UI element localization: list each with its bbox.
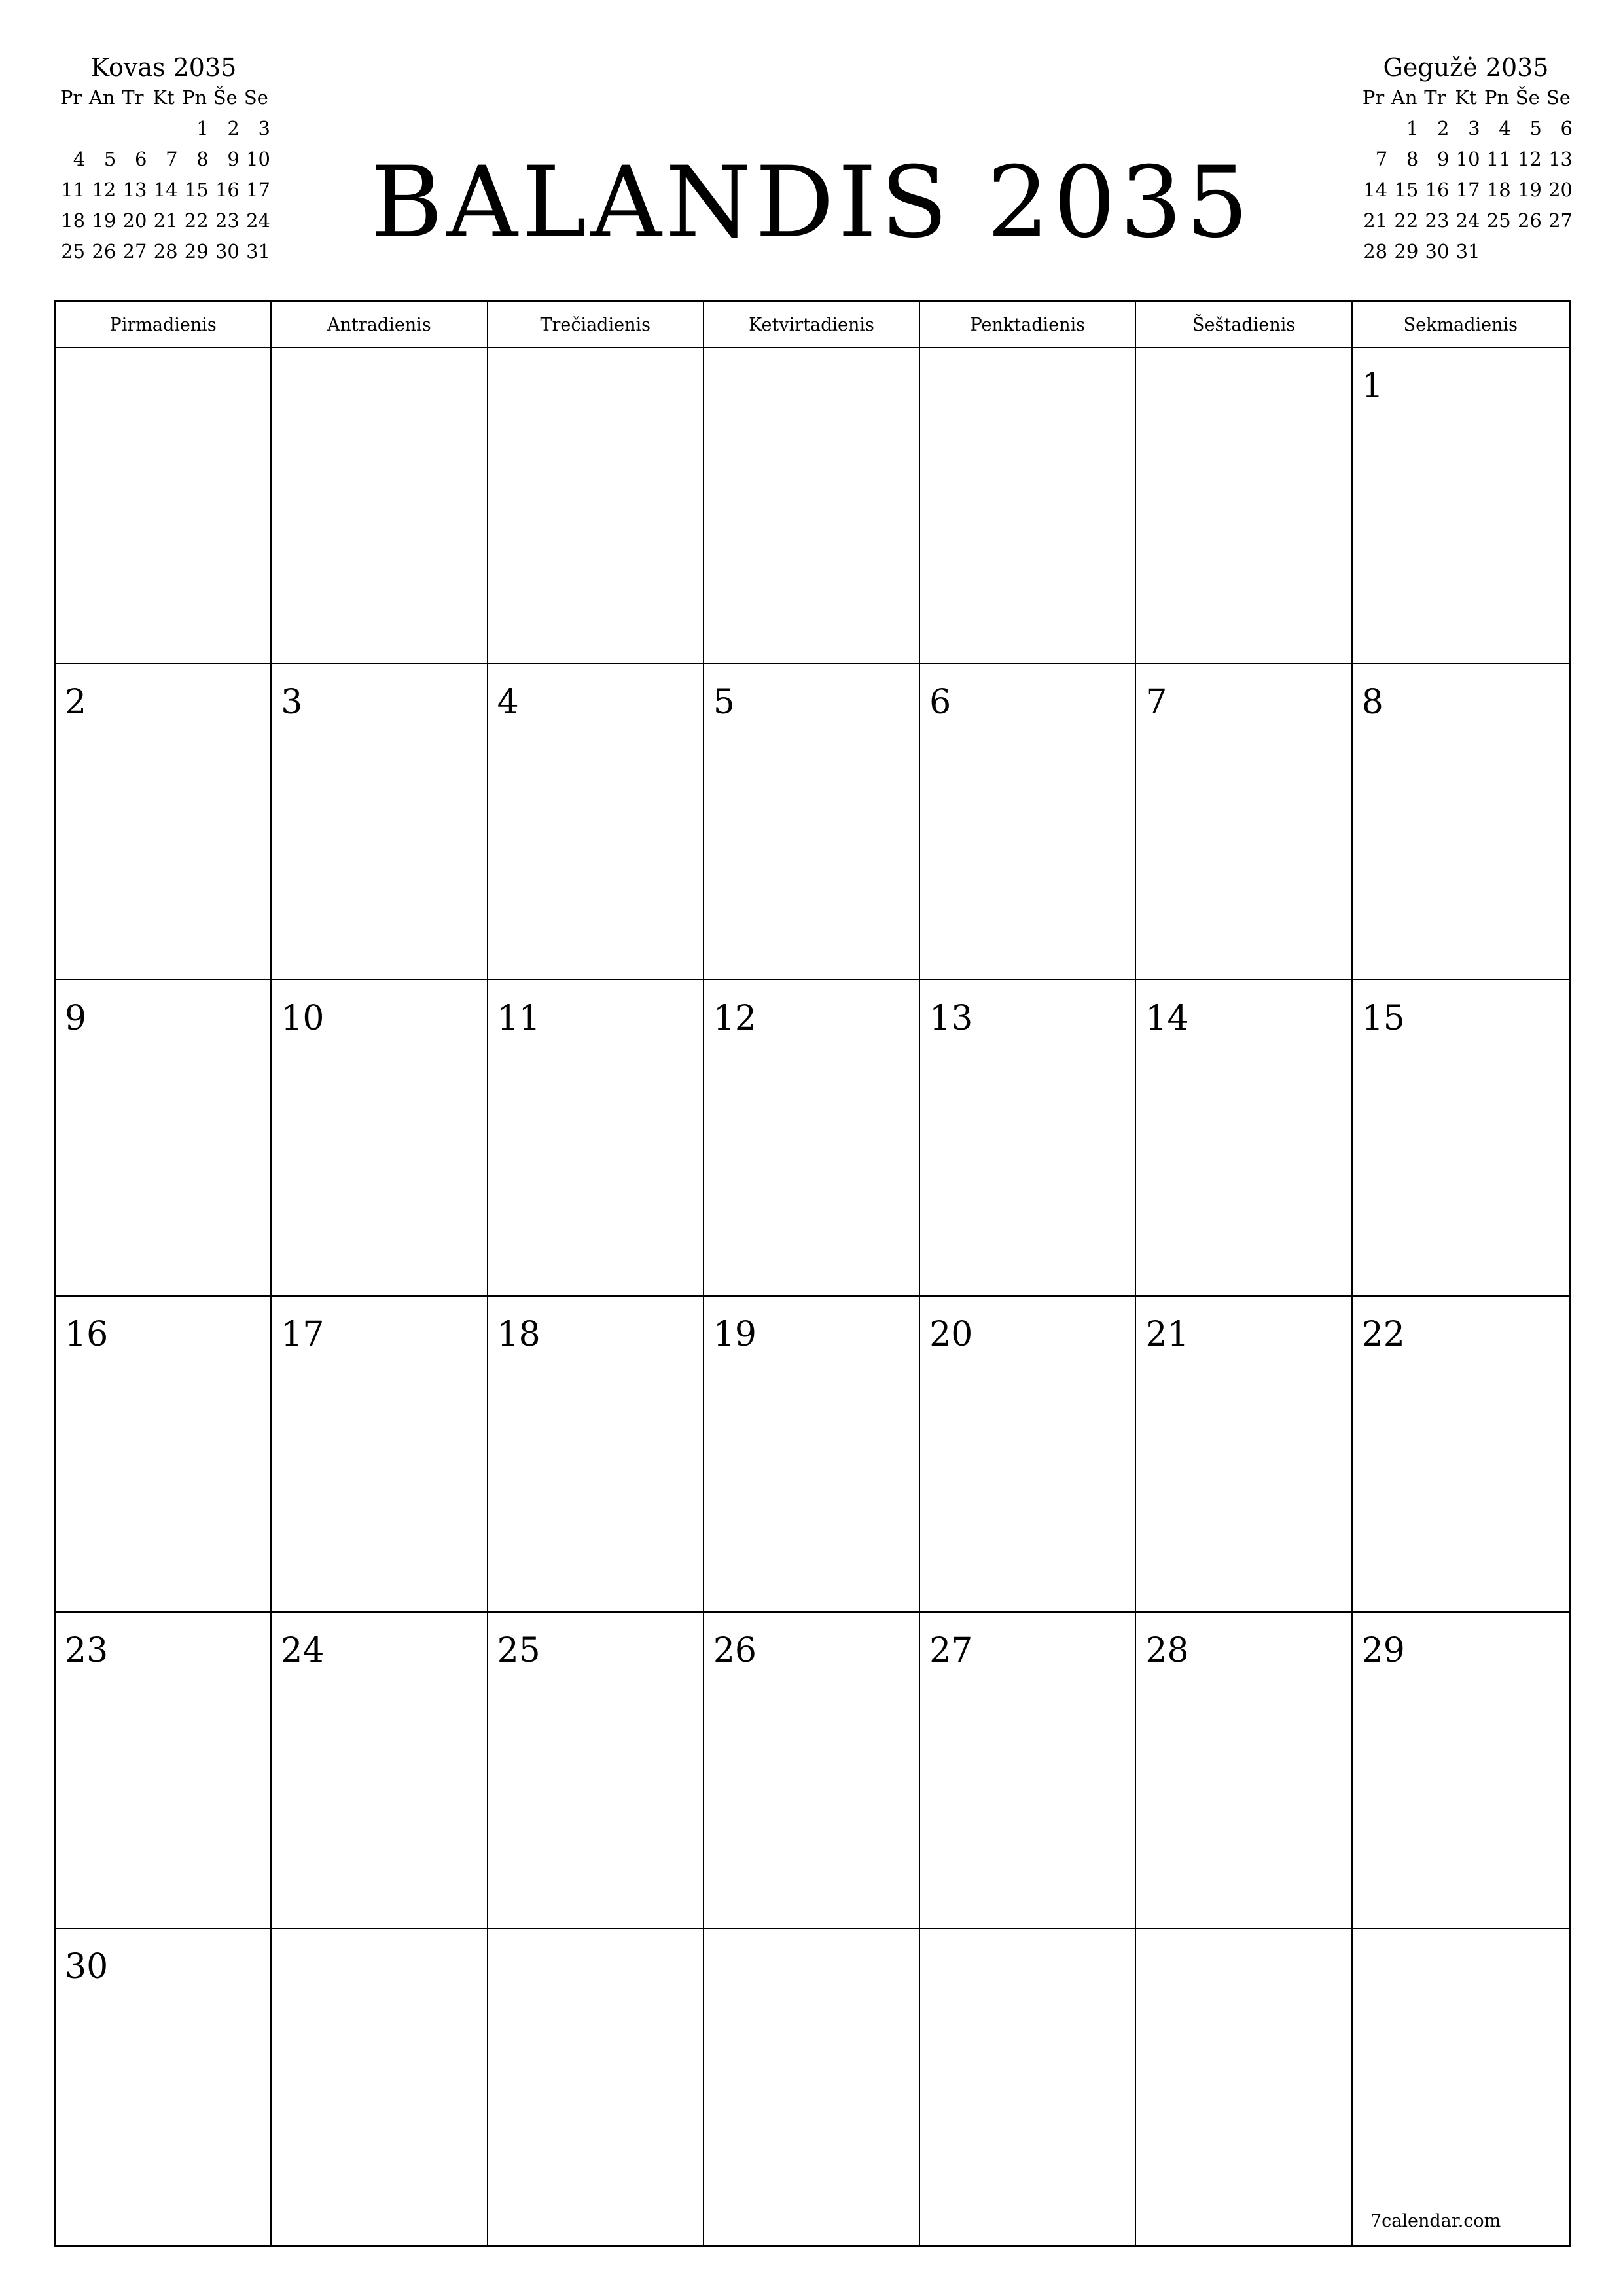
day-number: 11 xyxy=(497,999,541,1038)
mini-day-number: 18 xyxy=(1486,179,1511,201)
mini-day-number: 21 xyxy=(1363,209,1388,232)
day-number: 6 xyxy=(929,683,952,722)
mini-day-number: 7 xyxy=(166,148,178,170)
day-number: 26 xyxy=(713,1631,757,1670)
mini-day-number: 13 xyxy=(1548,148,1573,170)
day-cell[interactable] xyxy=(704,1613,920,1929)
mini-day-number xyxy=(117,113,148,144)
mini-day-number: 22 xyxy=(1394,209,1419,232)
mini-day-number: 10 xyxy=(1455,148,1480,170)
day-cell[interactable] xyxy=(1353,1297,1569,1613)
day-number: 12 xyxy=(713,999,757,1038)
day-cell[interactable] xyxy=(488,1297,704,1613)
mini-day-number: 6 xyxy=(1560,117,1573,139)
mini-day-number: 4 xyxy=(1499,117,1511,139)
mini-day-number: 28 xyxy=(153,240,178,262)
mini-day-number: 8 xyxy=(196,148,209,170)
mini-day-number: 15 xyxy=(1394,179,1419,201)
mini-day-number: 1 xyxy=(1406,117,1419,139)
day-cell[interactable] xyxy=(1353,980,1569,1297)
day-cell[interactable] xyxy=(56,1613,272,1929)
mini-day-number: 16 xyxy=(215,179,240,201)
mini-day-number: 19 xyxy=(92,209,116,232)
mini-day-number: 3 xyxy=(1468,117,1480,139)
weekday-header: Pirmadienis xyxy=(56,302,272,348)
day-cell[interactable] xyxy=(272,980,488,1297)
day-number: 8 xyxy=(1361,683,1383,722)
mini-day-number xyxy=(86,113,117,144)
day-number: 17 xyxy=(281,1315,325,1354)
day-cell[interactable] xyxy=(920,664,1136,980)
mini-weekday-label: Se xyxy=(243,86,268,109)
day-cell[interactable] xyxy=(920,1929,1136,2245)
mini-calendar-next xyxy=(1358,52,1574,267)
day-cell[interactable] xyxy=(920,1297,1136,1613)
mini-day-number: 23 xyxy=(1425,209,1450,232)
day-number: 21 xyxy=(1145,1315,1189,1354)
mini-day-number: 1 xyxy=(196,117,209,139)
mini-day-number xyxy=(56,113,86,144)
day-cell[interactable] xyxy=(1353,664,1569,980)
day-cell[interactable] xyxy=(488,1929,704,2245)
mini-day-number: 17 xyxy=(1455,179,1480,201)
mini-day-number: 28 xyxy=(1363,240,1388,262)
day-cell[interactable] xyxy=(704,980,920,1297)
mini-day-number: 18 xyxy=(61,209,86,232)
day-cell[interactable] xyxy=(488,980,704,1297)
day-number: 27 xyxy=(929,1631,973,1670)
weekday-header: Šeštadienis xyxy=(1136,302,1352,348)
mini-day-number: 20 xyxy=(1548,179,1573,201)
page-title: BALANDIS 2035 xyxy=(370,146,1253,260)
mini-day-number: 19 xyxy=(1517,179,1542,201)
day-number: 29 xyxy=(1361,1631,1405,1670)
day-cell[interactable] xyxy=(272,348,488,664)
day-cell[interactable] xyxy=(272,1613,488,1929)
weekday-header: Antradienis xyxy=(272,302,488,348)
day-number: 23 xyxy=(65,1631,109,1670)
day-number: 5 xyxy=(713,683,735,722)
mini-day-number: 13 xyxy=(122,179,147,201)
mini-day-number: 25 xyxy=(1486,209,1511,232)
mini-weekday-label: An xyxy=(1391,86,1418,109)
mini-calendar-prev-title: Kovas 2035 xyxy=(90,53,237,82)
weekday-header: Sekmadienis xyxy=(1353,302,1569,348)
day-cell[interactable] xyxy=(1353,1613,1569,1929)
day-cell[interactable] xyxy=(488,664,704,980)
day-cell[interactable] xyxy=(704,664,920,980)
mini-calendar-next-title: Gegužė 2035 xyxy=(1383,53,1549,82)
day-number: 15 xyxy=(1361,999,1405,1038)
mini-weekday-label: Se xyxy=(1546,86,1571,109)
mini-day-number: 22 xyxy=(184,209,209,232)
day-number: 22 xyxy=(1361,1315,1405,1354)
mini-day-number xyxy=(1358,113,1389,144)
mini-day-number: 29 xyxy=(1394,240,1419,262)
day-number: 14 xyxy=(1145,999,1189,1038)
day-cell[interactable] xyxy=(488,348,704,664)
mini-day-number: 20 xyxy=(122,209,147,232)
day-number: 4 xyxy=(497,683,519,722)
day-cell[interactable] xyxy=(1136,980,1352,1297)
mini-weekday-label: Še xyxy=(213,86,238,109)
day-cell[interactable] xyxy=(704,1929,920,2245)
day-number: 1 xyxy=(1361,367,1383,406)
day-cell[interactable] xyxy=(56,1929,272,2245)
mini-weekday-label: Pr xyxy=(1362,86,1385,109)
mini-day-number: 31 xyxy=(1455,240,1480,262)
mini-day-number: 27 xyxy=(1548,209,1573,232)
mini-weekday-label: An xyxy=(88,86,115,109)
day-number: 2 xyxy=(65,683,87,722)
mini-day-number: 15 xyxy=(184,179,209,201)
mini-day-number: 9 xyxy=(1436,148,1450,170)
mini-day-number: 3 xyxy=(258,117,270,139)
mini-day-number: 26 xyxy=(92,240,116,262)
day-number: 18 xyxy=(497,1315,541,1354)
footer-link[interactable]: 7calendar.com xyxy=(1370,2211,1501,2231)
mini-day-number xyxy=(148,113,179,144)
mini-day-number: 2 xyxy=(1436,117,1450,139)
day-number: 24 xyxy=(281,1631,325,1670)
mini-weekday-label: Pn xyxy=(182,86,207,109)
day-cell[interactable] xyxy=(1136,1613,1352,1929)
mini-day-number: 10 xyxy=(246,148,270,170)
mini-weekday-label: Še xyxy=(1515,86,1540,109)
mini-day-number: 24 xyxy=(246,209,270,232)
mini-weekday-label: Pn xyxy=(1484,86,1510,109)
mini-day-number: 27 xyxy=(122,240,147,262)
mini-day-number: 30 xyxy=(1425,240,1450,262)
day-number: 19 xyxy=(713,1315,757,1354)
mini-day-number: 23 xyxy=(215,209,240,232)
mini-day-number: 6 xyxy=(134,148,147,170)
weekday-header: Trečiadienis xyxy=(488,302,704,348)
day-cell[interactable] xyxy=(56,348,272,664)
day-number: 28 xyxy=(1145,1631,1189,1670)
day-cell[interactable] xyxy=(272,1929,488,2245)
day-number: 3 xyxy=(281,683,303,722)
mini-day-number: 30 xyxy=(215,240,240,262)
mini-day-number: 29 xyxy=(184,240,209,262)
day-cell[interactable] xyxy=(920,980,1136,1297)
day-cell[interactable] xyxy=(1353,348,1569,664)
mini-day-number: 5 xyxy=(103,148,116,170)
day-number: 25 xyxy=(497,1631,541,1670)
day-cell[interactable] xyxy=(56,980,272,1297)
mini-day-number: 4 xyxy=(73,148,86,170)
mini-day-number: 12 xyxy=(1517,148,1542,170)
day-number: 16 xyxy=(65,1315,109,1354)
mini-weekday-label: Kt xyxy=(152,86,175,109)
day-number: 20 xyxy=(929,1315,973,1354)
weekday-header: Penktadienis xyxy=(920,302,1136,348)
mini-calendar-next-grid xyxy=(1358,82,1574,267)
day-cell[interactable] xyxy=(272,664,488,980)
mini-day-number: 12 xyxy=(92,179,116,201)
mini-day-number: 17 xyxy=(246,179,270,201)
mini-day-number: 31 xyxy=(246,240,270,262)
mini-day-number: 11 xyxy=(1486,148,1511,170)
mini-day-number: 14 xyxy=(153,179,178,201)
mini-weekday-label: Tr xyxy=(122,86,144,109)
day-cell[interactable] xyxy=(1136,1297,1352,1613)
mini-weekday-label: Pr xyxy=(60,86,82,109)
mini-day-number: 16 xyxy=(1425,179,1450,201)
mini-day-number: 2 xyxy=(227,117,240,139)
mini-day-number: 14 xyxy=(1363,179,1388,201)
mini-day-number: 21 xyxy=(153,209,178,232)
mini-day-number: 8 xyxy=(1406,148,1419,170)
day-cell[interactable] xyxy=(1136,664,1352,980)
mini-day-number: 25 xyxy=(61,240,86,262)
day-cell[interactable] xyxy=(56,1297,272,1613)
day-cell[interactable] xyxy=(1136,1929,1352,2245)
day-cell[interactable] xyxy=(272,1297,488,1613)
day-cell[interactable] xyxy=(56,664,272,980)
day-cell[interactable] xyxy=(920,1613,1136,1929)
day-number: 7 xyxy=(1145,683,1168,722)
day-cell[interactable] xyxy=(1136,348,1352,664)
day-number: 13 xyxy=(929,999,973,1038)
day-cell[interactable] xyxy=(488,1613,704,1929)
mini-day-number: 9 xyxy=(227,148,240,170)
weekday-header: Ketvirtadienis xyxy=(704,302,920,348)
day-number: 30 xyxy=(65,1947,109,1986)
mini-weekday-label: Kt xyxy=(1455,86,1477,109)
month-grid xyxy=(54,300,1571,2247)
mini-day-number: 24 xyxy=(1455,209,1480,232)
day-cell[interactable] xyxy=(1353,1929,1569,2245)
mini-day-number: 5 xyxy=(1529,117,1542,139)
mini-weekday-label: Tr xyxy=(1424,86,1446,109)
day-cell[interactable] xyxy=(704,1297,920,1613)
mini-day-number: 7 xyxy=(1375,148,1388,170)
day-cell[interactable] xyxy=(704,348,920,664)
mini-day-number: 11 xyxy=(61,179,86,201)
day-number: 10 xyxy=(281,999,325,1038)
day-number: 9 xyxy=(65,999,87,1038)
day-cell[interactable] xyxy=(920,348,1136,664)
mini-day-number: 26 xyxy=(1517,209,1542,232)
